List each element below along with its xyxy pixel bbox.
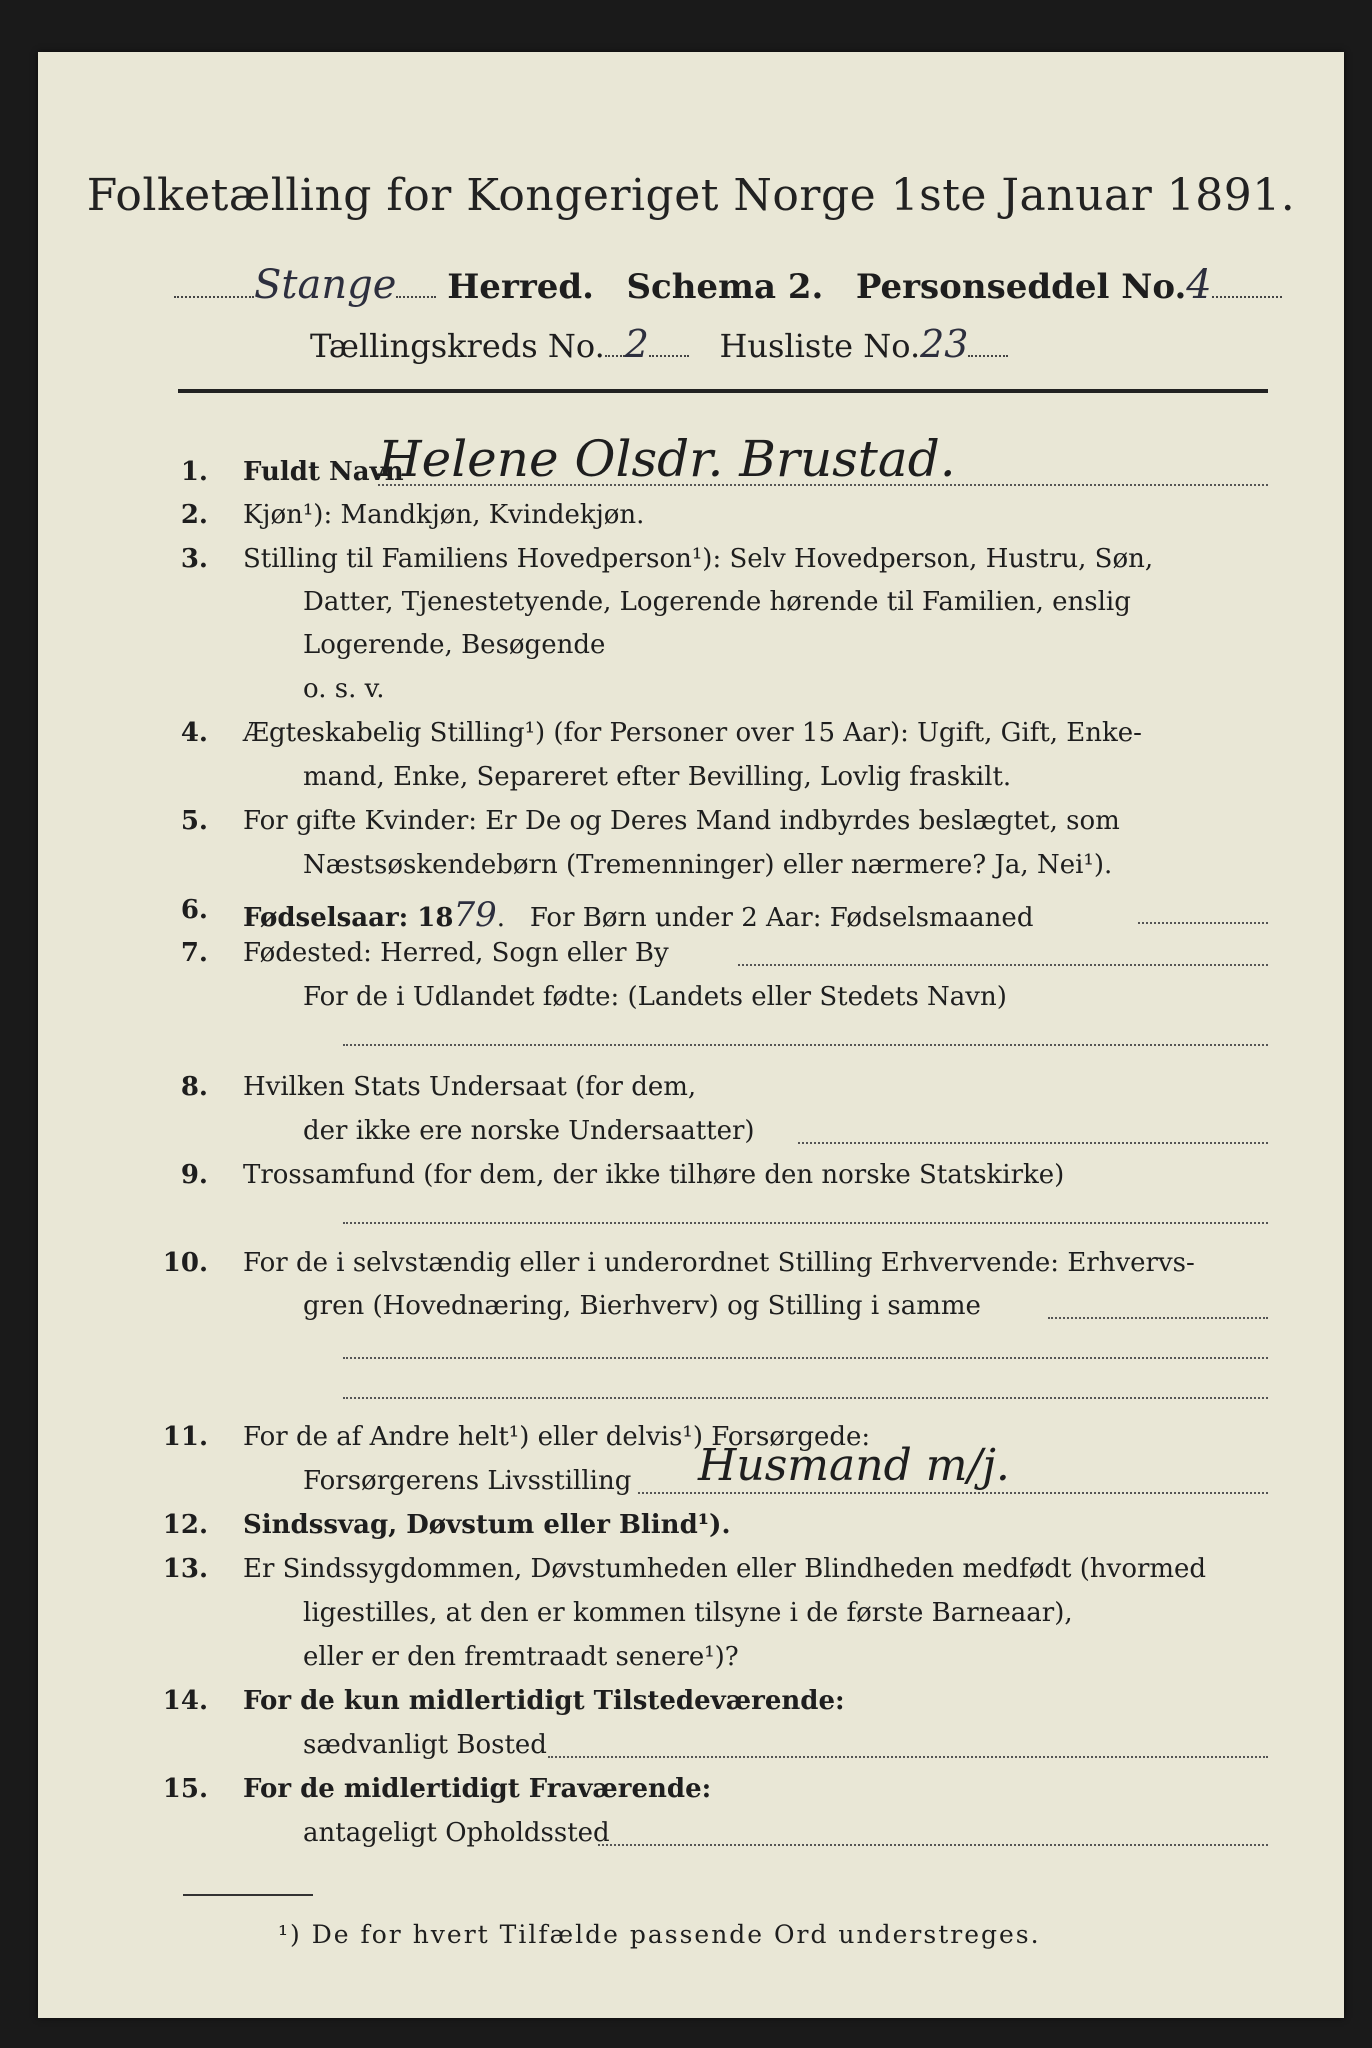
q7-line2: For de i Udlandet fødte: (Landets eller Stedets Navn) (303, 982, 1007, 1012)
q11-number: 11. (162, 1422, 208, 1452)
q3-line1: Stilling til Familiens Hovedperson¹): Selv Hovedperson, Hustru, Søn, (243, 544, 1154, 574)
q13-number: 13. (162, 1554, 208, 1584)
q14-line2: sædvanligt Bosted (303, 1730, 547, 1760)
schema-label: Schema 2. (626, 267, 824, 307)
q1-label: Fuldt Navn (243, 457, 404, 487)
q5-number: 5. (180, 806, 208, 836)
form-title: Folketælling for Kongeriget Norge 1ste Januar 1891. (86, 170, 1296, 221)
personseddel-label: Personseddel No. (855, 267, 1187, 307)
q6-line-fill (1138, 922, 1268, 924)
q7-line1: Fødested: Herred, Sogn eller By (243, 938, 669, 968)
footnote: ¹) De for hvert Tilfælde passende Ord understreges. (278, 1920, 1041, 1949)
q13-line1: Er Sindssygdommen, Døvstumheden eller Blindheden medfødt (hvormed (243, 1554, 1207, 1584)
q7-extra-line (343, 1044, 1268, 1046)
q5-line1: For gifte Kvinder: Er De og Deres Mand indbyrdes beslægtet, som (243, 806, 1120, 836)
header-rule (178, 389, 1268, 393)
q14-line1: For de kun midlertidigt Tilstedeværende: (243, 1686, 845, 1716)
q4-line1: Ægteskabelig Stilling¹) (for Personer over 15 Aar): Ugift, Gift, Enke- (243, 718, 1142, 748)
q9-line-fill (343, 1222, 1268, 1224)
q6-year: 79 (453, 895, 497, 935)
herred-label: Herred. (447, 267, 595, 307)
husliste-label: Husliste No. (719, 327, 921, 365)
q10-number: 10. (162, 1248, 208, 1278)
q11-line2: Forsørgerens Livsstilling (303, 1466, 632, 1496)
q1-answer: Helene Olsdr. Brustad. (378, 430, 956, 488)
husliste-number: 23 (920, 322, 969, 366)
q15-number: 15. (162, 1774, 208, 1804)
q13-line3: eller er den fremtraadt senere¹)? (303, 1642, 739, 1672)
herred-name: Stange (254, 262, 397, 308)
census-sheet (38, 52, 1344, 2018)
q9-number: 9. (180, 1160, 208, 1190)
q10-line-fill (1048, 1317, 1268, 1319)
q4-line2: mand, Enke, Separeret efter Bevilling, Lovlig fraskilt. (303, 762, 1012, 792)
q5-line2: Næstsøskendebørn (Tremenninger) eller nærmere? Ja, Nei¹). (303, 850, 1113, 880)
q11-answer: Husmand m/j. (698, 1440, 1010, 1491)
q10-extra-line2 (343, 1397, 1268, 1399)
q8-line2: der ikke ere norske Undersaatter) (303, 1116, 755, 1146)
q12-number: 12. (162, 1510, 208, 1540)
q10-extra-line1 (343, 1357, 1268, 1359)
q2-text: Kjøn¹): Mandkjøn, Kvindekjøn. (243, 500, 645, 530)
q3-number: 3. (180, 544, 208, 574)
q6-number: 6. (180, 895, 208, 925)
q15-line1: For de midlertidigt Fraværende: (243, 1774, 712, 1804)
q4-number: 4. (180, 718, 208, 748)
q2-number: 2. (180, 500, 208, 530)
q3-line2: Datter, Tjenestetyende, Logerende hørende til Familien, enslig (303, 587, 1131, 617)
herred-line (174, 262, 1282, 308)
q7-line-fill (738, 964, 1268, 966)
kreds-number: 2 (624, 322, 649, 366)
q13-line2: ligestilles, at den er kommen tilsyne i de første Barneaar), (303, 1598, 1073, 1628)
kreds-line (310, 322, 1008, 366)
q3-line3: Logerende, Besøgende (303, 630, 606, 660)
q6-line: Fødselsaar: 1879. For Børn under 2 Aar: Fødselsmaaned (243, 895, 1034, 935)
q7-number: 7. (180, 938, 208, 968)
q10-line2: gren (Hovednæring, Bierhverv) og Stilling i samme (303, 1291, 981, 1321)
q9-line1: Trossamfund (for dem, der ikke tilhøre den norske Statskirke) (243, 1160, 1065, 1190)
q1-line (378, 484, 1268, 486)
q11-line1: For de af Andre helt¹) eller delvis¹) Forsørgede: (243, 1422, 871, 1452)
q8-number: 8. (180, 1072, 208, 1102)
q6-rest: For Børn under 2 Aar: Fødselsmaaned (529, 903, 1034, 933)
q15-line2: antageligt Opholdssted (303, 1818, 610, 1848)
q8-line1: Hvilken Stats Undersaat (for dem, (243, 1072, 697, 1102)
q3-line4: o. s. v. (303, 674, 385, 704)
kreds-label: Tællingskreds No. (310, 327, 605, 365)
personseddel-number: 4 (1186, 262, 1212, 308)
q8-line-fill (798, 1142, 1268, 1144)
q11-line-fill (638, 1492, 1268, 1494)
q6-label: Fødselsaar: 18 (243, 903, 454, 933)
q15-line-fill (598, 1844, 1268, 1846)
q14-number: 14. (162, 1686, 208, 1716)
q1-number: 1. (180, 457, 208, 487)
footnote-rule (183, 1894, 313, 1896)
q12-line1: Sindssvag, Døvstum eller Blind¹). (243, 1510, 731, 1540)
q10-line1: For de i selvstændig eller i underordnet Stilling Erhvervende: Erhvervs- (243, 1248, 1195, 1278)
q14-line-fill (548, 1756, 1268, 1758)
